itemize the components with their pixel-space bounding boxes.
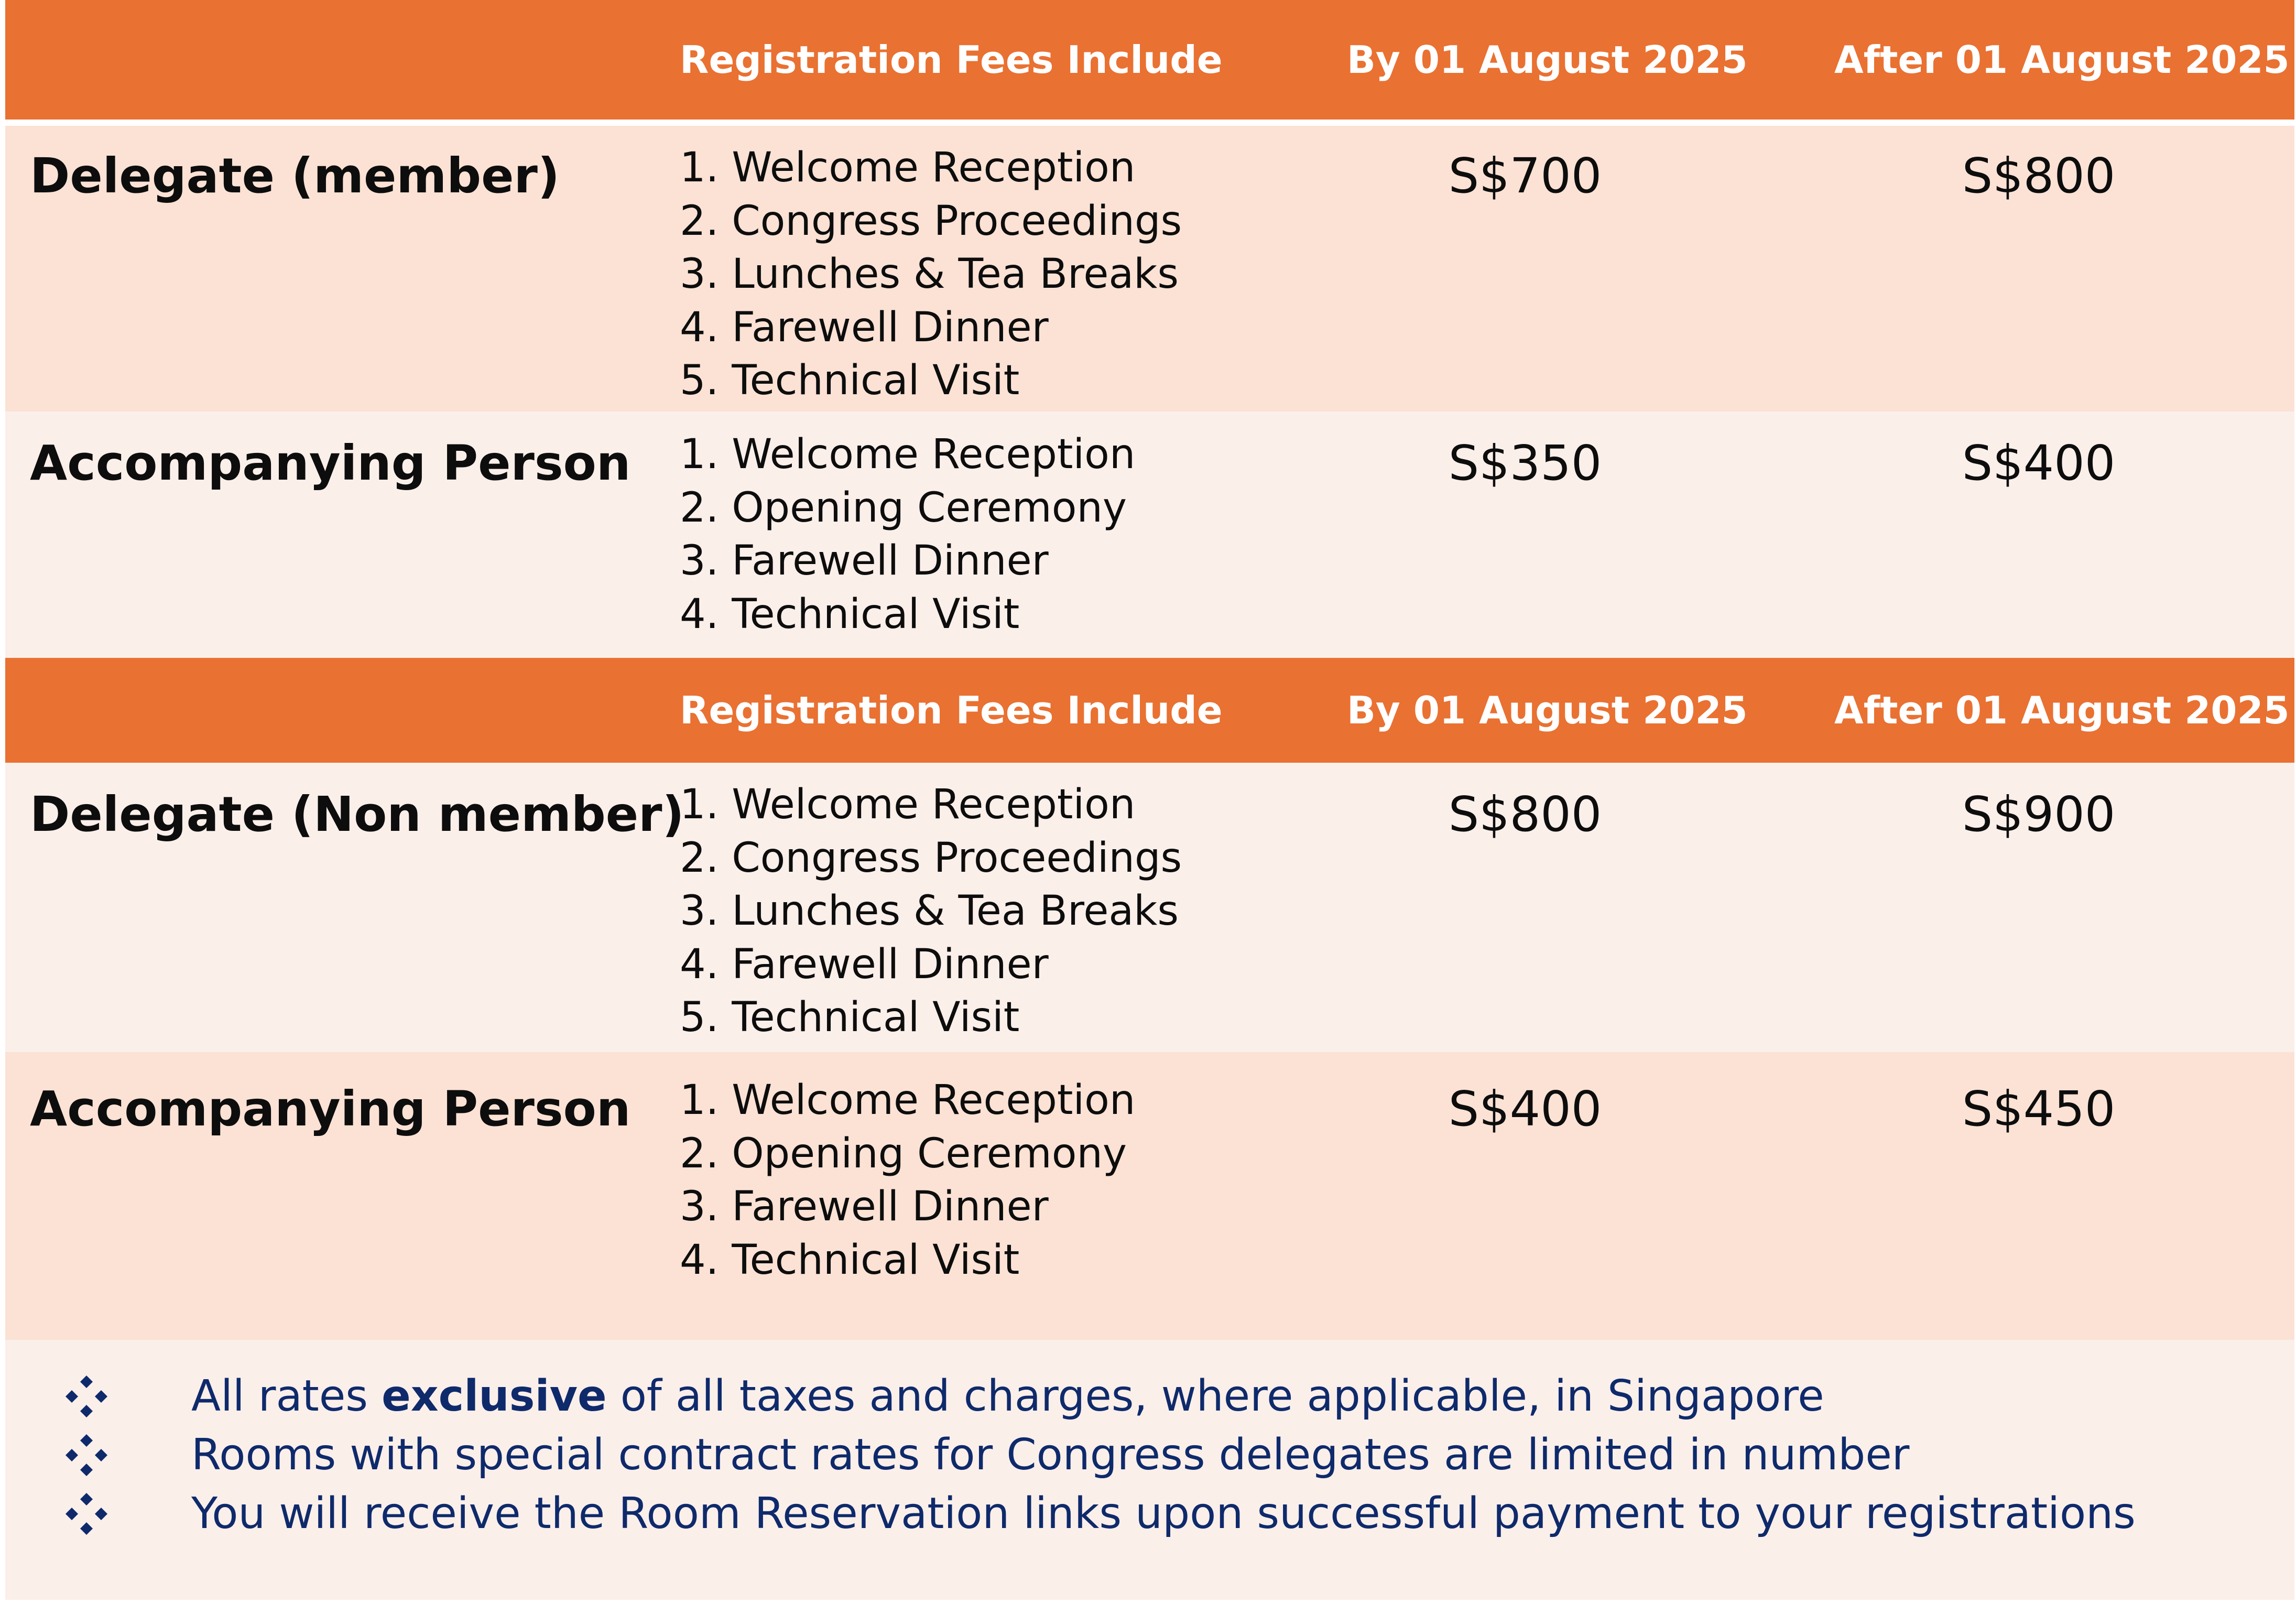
list-item: 1. Welcome Reception: [680, 781, 1136, 828]
list-item: 1. Welcome Reception: [680, 1077, 1136, 1124]
header-after-date: After 01 August 2025: [1834, 688, 2290, 732]
list-item: 2. Opening Ceremony: [680, 1130, 1127, 1177]
note-taxes: [110, 1371, 1824, 1421]
list-item: 2. Congress Proceedings: [680, 834, 1182, 882]
list-item: 2. Congress Proceedings: [680, 197, 1182, 245]
list-item: 4. Technical Visit: [680, 590, 1020, 638]
price-after-date: S$400: [1962, 435, 2116, 491]
list-item: 4. Technical Visit: [680, 1236, 1020, 1284]
price-by-date: S$700: [1448, 148, 1602, 204]
header-fees-include: Registration Fees Include: [680, 38, 1223, 82]
notes-section: [5, 1340, 2294, 1600]
table-row-delegate-member: [5, 126, 2294, 411]
table-row-accompanying-person-non-member: [5, 1052, 2294, 1340]
price-after-date: S$900: [1962, 786, 2116, 842]
category-label: Accompanying Person: [30, 435, 631, 491]
header-by-date: By 01 August 2025: [1347, 38, 1748, 82]
price-by-date: S$800: [1448, 786, 1602, 842]
list-item: 4. Farewell Dinner: [680, 940, 1049, 988]
header-by-date: By 01 August 2025: [1347, 688, 1748, 732]
note-text: Rooms with special contract rates for Congress delegates are limited in number: [191, 1430, 1910, 1480]
four-diamond-bullet-icon: [66, 1434, 107, 1476]
table-header-2: [5, 658, 2294, 763]
category-label: Accompanying Person: [30, 1081, 631, 1137]
list-item: 2. Opening Ceremony: [680, 484, 1127, 532]
table-row-accompanying-person-member: [5, 411, 2294, 658]
included-items-list: [680, 1074, 1135, 1287]
price-by-date: S$350: [1448, 435, 1602, 491]
included-items-list: [680, 428, 1135, 641]
list-item: 3. Lunches & Tea Breaks: [680, 251, 1179, 298]
list-item: 5. Technical Visit: [680, 994, 1020, 1041]
four-diamond-bullet-icon: [66, 1375, 107, 1417]
list-item: 5. Technical Visit: [680, 357, 1020, 404]
note-text: You will receive the Room Reservation links upon successful payment to your registrations: [191, 1489, 2136, 1539]
category-label: Delegate (member): [30, 148, 560, 204]
four-diamond-bullet-icon: [66, 1493, 107, 1535]
list-item: 3. Lunches & Tea Breaks: [680, 887, 1179, 935]
note-room-reservation: [110, 1489, 2136, 1539]
note-text-post: of all taxes and charges, where applicable, in Singapore: [606, 1371, 1824, 1421]
header-fees-include: Registration Fees Include: [680, 688, 1223, 732]
list-item: 1. Welcome Reception: [680, 144, 1136, 191]
note-text-pre: All rates: [191, 1371, 382, 1421]
included-items-list: [680, 142, 1182, 408]
note-rooms-limited: [110, 1430, 1910, 1480]
list-item: 1. Welcome Reception: [680, 431, 1136, 478]
category-label: Delegate (Non member): [30, 786, 684, 842]
note-text-bold: exclusive: [382, 1371, 607, 1421]
price-after-date: S$800: [1962, 148, 2116, 204]
table-row-delegate-non-member: [5, 763, 2294, 1052]
table-header-1: [5, 0, 2294, 120]
list-item: 4. Farewell Dinner: [680, 304, 1049, 351]
included-items-list: [680, 778, 1182, 1045]
price-by-date: S$400: [1448, 1081, 1602, 1137]
list-item: 3. Farewell Dinner: [680, 1183, 1049, 1230]
price-after-date: S$450: [1962, 1081, 2116, 1137]
list-item: 3. Farewell Dinner: [680, 537, 1049, 584]
header-after-date: After 01 August 2025: [1834, 38, 2290, 82]
